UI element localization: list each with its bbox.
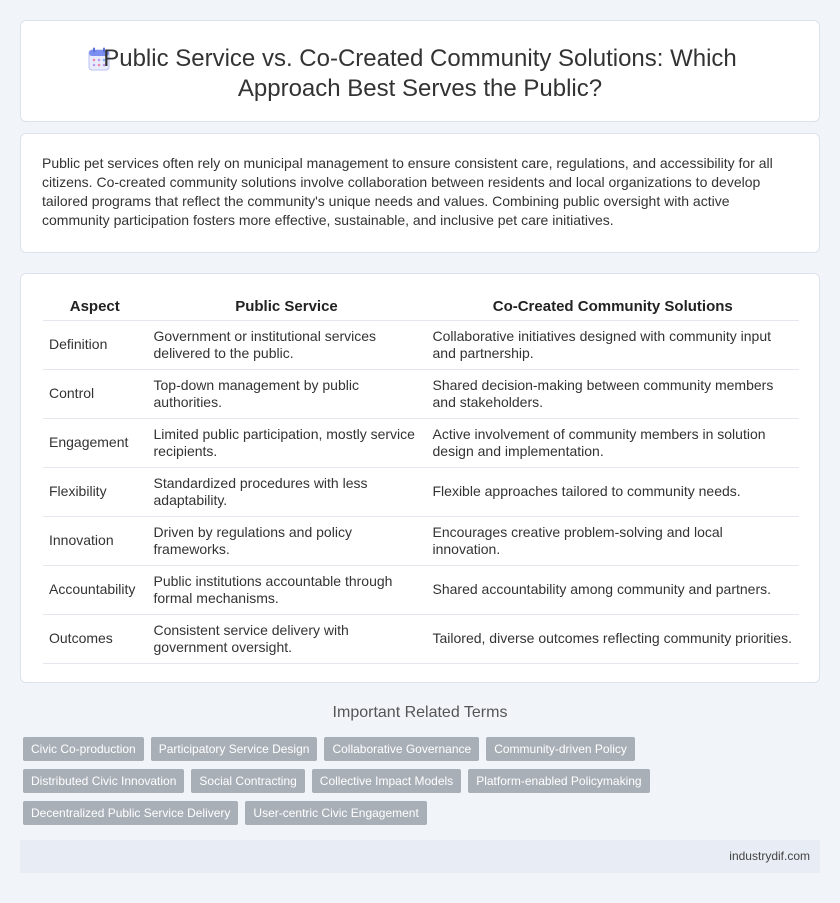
- footer: [20, 840, 820, 873]
- row-public-service: Driven by regulations and policy frameworks.: [147, 516, 426, 565]
- intro-paragraph: Public pet services often rely on municipal management to ensure consistent care, regulations, and accessibility for all citizens. Co-created community solutions involve collaboration between residents and local organizations to develop tailored programs that reflect the community's unique needs and values. Combining public oversight with active community participation fosters more effective, sustainable, and inclusive pet care initiatives.: [42, 155, 773, 228]
- row-aspect: Control: [43, 369, 147, 418]
- related-terms-list: [23, 737, 803, 825]
- table-row: [43, 565, 799, 614]
- row-co-created: Collaborative initiatives designed with community input and partnership.: [426, 320, 799, 369]
- table-row: [43, 418, 799, 467]
- table-row: [43, 467, 799, 516]
- related-term-tag[interactable]: Collective Impact Models: [312, 769, 461, 793]
- comparison-card: [20, 273, 820, 683]
- row-co-created: Encourages creative problem-solving and local innovation.: [426, 516, 799, 565]
- row-public-service: Consistent service delivery with government oversight.: [147, 614, 426, 663]
- row-public-service: Public institutions accountable through formal mechanisms.: [147, 565, 426, 614]
- related-term-tag[interactable]: Distributed Civic Innovation: [23, 769, 184, 793]
- row-co-created: Active involvement of community members in solution design and implementation.: [426, 418, 799, 467]
- row-public-service: Top-down management by public authorities.: [147, 369, 426, 418]
- comparison-table: [43, 294, 799, 664]
- row-co-created: Shared accountability among community and partners.: [426, 565, 799, 614]
- row-co-created: Tailored, diverse outcomes reflecting community priorities.: [426, 614, 799, 663]
- table-row: [43, 614, 799, 663]
- related-term-tag[interactable]: User-centric Civic Engagement: [245, 801, 426, 825]
- table-row: [43, 516, 799, 565]
- related-terms-heading: Important Related Terms: [332, 704, 508, 721]
- related-term-tag[interactable]: Community-driven Policy: [486, 737, 635, 761]
- footer-site-link[interactable]: industrydif.com: [729, 849, 810, 863]
- row-aspect: Accountability: [43, 565, 147, 614]
- row-public-service: Standardized procedures with less adaptability.: [147, 467, 426, 516]
- row-aspect: Flexibility: [43, 467, 147, 516]
- related-term-tag[interactable]: Decentralized Public Service Delivery: [23, 801, 238, 825]
- row-co-created: Shared decision-making between community members and stakeholders.: [426, 369, 799, 418]
- related-term-tag[interactable]: Social Contracting: [191, 769, 304, 793]
- table-row: [43, 369, 799, 418]
- related-term-tag[interactable]: Civic Co-production: [23, 737, 144, 761]
- header-co-created: Co-Created Community Solutions: [426, 294, 799, 320]
- row-public-service: Government or institutional services delivered to the public.: [147, 320, 426, 369]
- row-aspect: Outcomes: [43, 614, 147, 663]
- header-public-service: Public Service: [147, 294, 426, 320]
- row-aspect: Innovation: [43, 516, 147, 565]
- table-header-row: [43, 294, 799, 320]
- header-aspect: Aspect: [43, 294, 147, 320]
- table-row: [43, 320, 799, 369]
- row-aspect: Definition: [43, 320, 147, 369]
- title-card: [20, 20, 820, 122]
- row-public-service: Limited public participation, mostly service recipients.: [147, 418, 426, 467]
- related-term-tag[interactable]: Collaborative Governance: [324, 737, 479, 761]
- related-term-tag[interactable]: Participatory Service Design: [151, 737, 318, 761]
- related-term-tag[interactable]: Platform-enabled Policymaking: [468, 769, 649, 793]
- intro-card: [20, 133, 820, 253]
- row-aspect: Engagement: [43, 418, 147, 467]
- row-co-created: Flexible approaches tailored to community needs.: [426, 467, 799, 516]
- page-title: Public Service vs. Co-Created Community Solutions: Which Approach Best Serves the Public?: [103, 45, 737, 102]
